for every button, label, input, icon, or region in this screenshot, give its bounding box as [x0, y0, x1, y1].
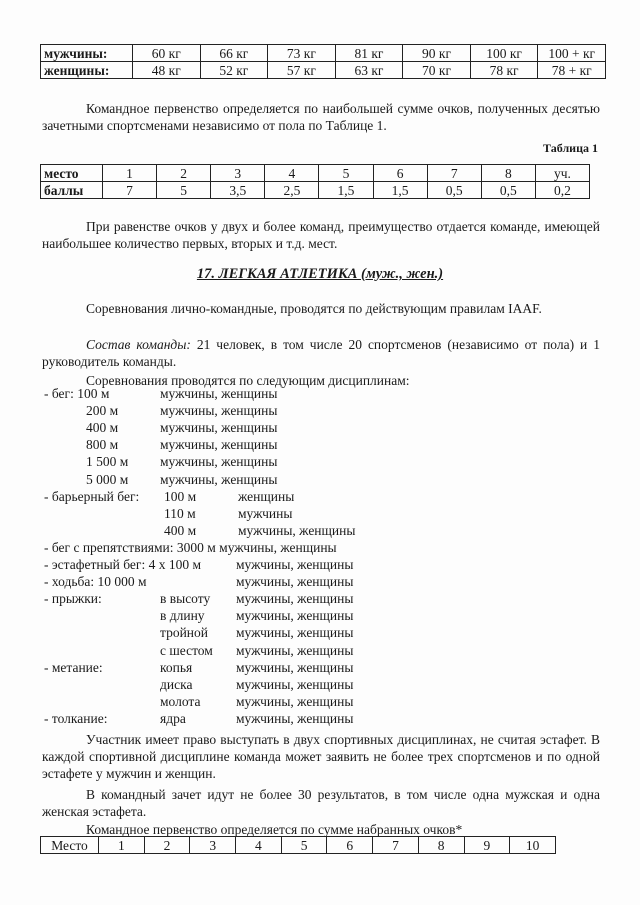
table-cell: 8	[481, 165, 535, 182]
discipline-b: ядра	[160, 711, 186, 726]
discipline-a: 400 м	[86, 420, 119, 435]
table-cell: 1	[99, 837, 145, 854]
row-label: мужчины:	[41, 45, 133, 62]
discipline-a: - ходьба: 10 000 м	[44, 574, 147, 589]
paragraph-team-count: В командный зачет идут не более 30 результатов, в том числе одна мужская и одна женская эстафета.	[42, 787, 600, 819]
paragraph-competitions: Соревнования лично-командные, проводятся по действующим правилам IAAF.	[86, 301, 542, 316]
table-cell: 2	[157, 165, 211, 182]
table-cell: 3	[211, 165, 265, 182]
discipline-b: 100 м	[164, 489, 197, 504]
discipline-c: мужчины, женщины	[160, 420, 278, 435]
table-cell: 4	[265, 165, 319, 182]
discipline-b: диска	[160, 677, 193, 692]
table-cell: 7	[373, 837, 419, 854]
table-cell: 0,5	[481, 182, 535, 199]
row-label: женщины:	[41, 62, 133, 79]
paragraph-two-disciplines: Участник имеет право выступать в двух спортивных дисциплинах, не считая эстафет. В каждой спортивной дисциплине команда может заявить не более трех спортсменов и по одной эстафете у мужчин и женщин.	[42, 732, 600, 781]
row-label: место	[41, 165, 103, 182]
table-cell: 57 кг	[268, 62, 336, 79]
places-table	[40, 836, 556, 854]
table-row	[41, 182, 590, 199]
discipline-c: мужчины, женщины	[236, 574, 354, 589]
table-row	[41, 45, 606, 62]
table-cell: 52 кг	[200, 62, 268, 79]
discipline-c: мужчины, женщины	[236, 694, 354, 709]
table-cell: 10	[510, 837, 556, 854]
table-row	[41, 165, 590, 182]
discipline-a: - прыжки:	[44, 591, 102, 606]
discipline-a: - метание:	[44, 660, 103, 675]
discipline-c: мужчины, женщины	[236, 711, 354, 726]
table-cell: 70 кг	[403, 62, 471, 79]
discipline-a: 5 000 м	[86, 472, 129, 487]
disciplines-intro: Соревнования проводятся по следующим дисциплинам:	[86, 373, 410, 388]
discipline-c: мужчины, женщины	[160, 386, 278, 401]
discipline-c: мужчины, женщины	[160, 403, 278, 418]
discipline-a: - бег: 100 м	[44, 386, 110, 401]
team-label: Состав команды:	[86, 337, 191, 352]
discipline-c: мужчины, женщины	[160, 472, 278, 487]
table-cell: 2,5	[265, 182, 319, 199]
discipline-c: мужчины, женщины	[236, 677, 354, 692]
discipline-b: молота	[160, 694, 201, 709]
table-caption: Таблица 1	[543, 141, 598, 155]
table-cell: 9	[464, 837, 510, 854]
table-cell: 1,5	[319, 182, 373, 199]
section-title: 17. ЛЕГКАЯ АТЛЕТИКА (муж., жен.)	[196, 266, 444, 282]
table-cell: 6	[327, 837, 373, 854]
discipline-c: мужчины	[238, 506, 293, 521]
discipline-b: в длину	[160, 608, 205, 623]
discipline-c: мужчины, женщины	[160, 454, 278, 469]
discipline-a: - эстафетный бег: 4 х 100 м	[44, 557, 202, 572]
discipline-c: мужчины, женщины	[236, 591, 354, 606]
team-text: 21 человек, в том числе 20 спортсменов (независимо от пола) и 1 руководитель команды.	[42, 337, 600, 369]
table-row	[41, 62, 606, 79]
table-cell: 100 кг	[470, 45, 538, 62]
table-cell: 1	[103, 165, 157, 182]
discipline-a: 1 500 м	[86, 454, 129, 469]
discipline-c: мужчины, женщины	[160, 437, 278, 452]
discipline-a: - бег с препятствиями: 3000 м мужчины, женщины	[44, 540, 337, 555]
discipline-c: женщины	[238, 489, 295, 504]
paragraph-tie-rule: При равенстве очков у двух и более команд, преимущество отдается команде, имеющей наибольшее количество первых, вторых и т.д. мест.	[42, 219, 600, 251]
discipline-c: мужчины, женщины	[236, 660, 354, 675]
discipline-a: 800 м	[86, 437, 119, 452]
table-cell: 78 кг	[470, 62, 538, 79]
discipline-a: - толкание:	[44, 711, 108, 726]
table-cell: 3	[190, 837, 236, 854]
table-cell: уч.	[535, 165, 589, 182]
table-cell: 0,2	[535, 182, 589, 199]
discipline-c: мужчины, женщины	[236, 557, 354, 572]
discipline-b: в высоту	[160, 591, 211, 606]
table-cell: 0,5	[427, 182, 481, 199]
discipline-c: мужчины, женщины	[236, 608, 354, 623]
table-cell: 4	[236, 837, 282, 854]
discipline-b: с шестом	[160, 643, 213, 658]
table-cell: 100 + кг	[538, 45, 606, 62]
table-cell: 7	[103, 182, 157, 199]
table-cell: 2	[144, 837, 190, 854]
table-cell: 78 + кг	[538, 62, 606, 79]
table-cell: 5	[157, 182, 211, 199]
table-cell: 5	[319, 165, 373, 182]
discipline-b: тройной	[160, 625, 208, 640]
discipline-c: мужчины, женщины	[236, 643, 354, 658]
row-label: Место	[41, 837, 99, 854]
table-cell: 48 кг	[133, 62, 201, 79]
table-cell: 1,5	[373, 182, 427, 199]
discipline-b: 110 м	[164, 506, 196, 521]
table-cell: 7	[427, 165, 481, 182]
table-cell: 73 кг	[268, 45, 336, 62]
table-cell: 6	[373, 165, 427, 182]
paragraph-team-composition	[42, 336, 600, 370]
discipline-a: 200 м	[86, 403, 119, 418]
table-cell: 5	[281, 837, 327, 854]
paragraph-team-points: Командное первенство определяется по сумме набранных очков*	[86, 822, 463, 837]
table-cell: 63 кг	[335, 62, 403, 79]
row-label: баллы	[41, 182, 103, 199]
table-cell: 81 кг	[335, 45, 403, 62]
discipline-a: - барьерный бег:	[44, 489, 140, 504]
weight-categories-table	[40, 44, 606, 79]
table-cell: 8	[418, 837, 464, 854]
discipline-b: 400 м	[164, 523, 197, 538]
discipline-c: мужчины, женщины	[238, 523, 356, 538]
table-row	[41, 837, 556, 854]
table-cell: 60 кг	[133, 45, 201, 62]
paragraph-team-judo: Командное первенство определяется по наибольшей сумме очков, полученных десятью зачетными спортсменами независимо от пола по Таблице 1.	[42, 101, 600, 133]
table-cell: 3,5	[211, 182, 265, 199]
table-cell: 90 кг	[403, 45, 471, 62]
points-table	[40, 164, 590, 199]
discipline-c: мужчины, женщины	[236, 625, 354, 640]
table-cell: 66 кг	[200, 45, 268, 62]
discipline-b: копья	[160, 660, 193, 675]
